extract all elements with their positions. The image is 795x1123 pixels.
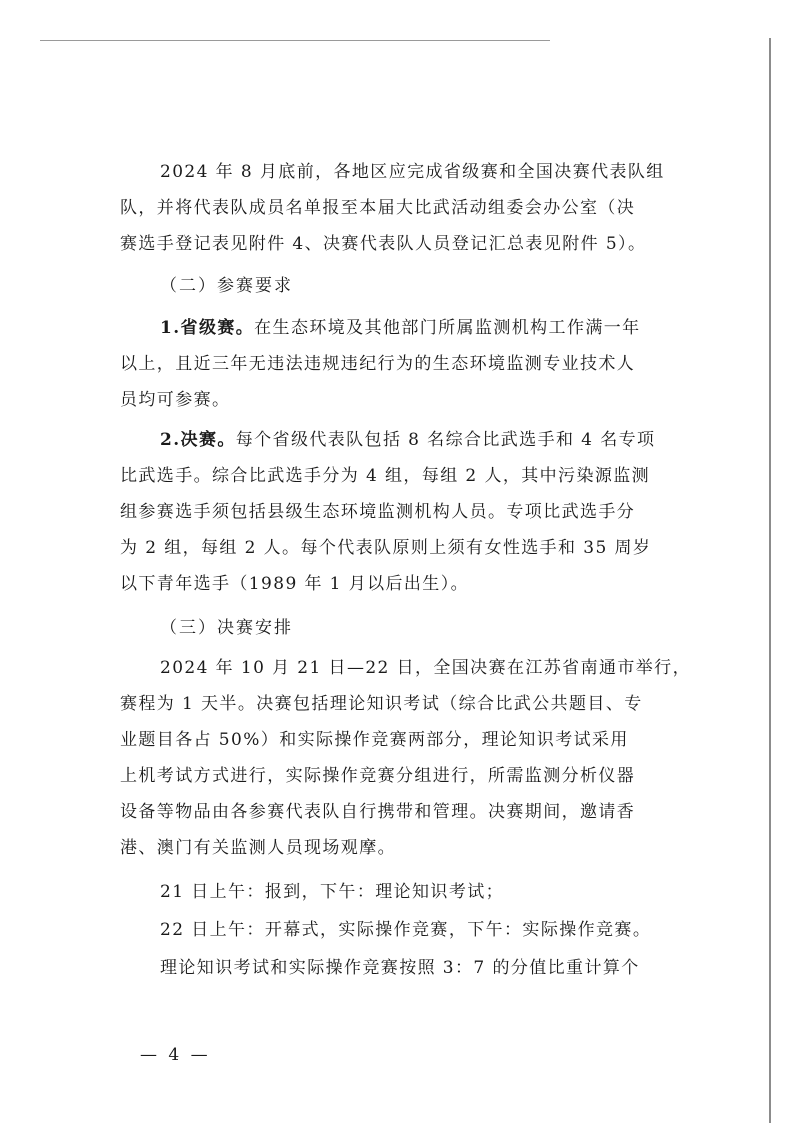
text-line: 以下青年选手（1989 年 1 月以后出生）。 bbox=[120, 574, 469, 594]
paragraph-scoring bbox=[120, 950, 680, 986]
heading-text: （二）参赛要求 bbox=[160, 276, 293, 296]
text-line: 队，并将代表队成员名单报至本届大比武活动组委会办公室（决 bbox=[120, 198, 636, 218]
text-line: 员均可参赛。 bbox=[120, 390, 231, 410]
text-line: 22 日上午：开幕式，实际操作竞赛，下午：实际操作竞赛。 bbox=[160, 920, 652, 940]
paragraph-schedule bbox=[120, 650, 691, 866]
page-number: — 4 — bbox=[140, 1045, 211, 1065]
text-line bbox=[120, 422, 680, 458]
text-line bbox=[120, 310, 680, 346]
paragraph-deadline bbox=[120, 154, 680, 262]
text-line: 为 2 组，每组 2 人。每个代表队原则上须有女性选手和 35 周岁 bbox=[120, 538, 652, 558]
text-line: 2024 年 10 月 21 日—22 日，全国决赛在江苏省南通市举行， bbox=[160, 658, 691, 678]
text-span: 每个省级代表队包括 8 名综合比武选手和 4 名专项 bbox=[235, 430, 656, 450]
paragraph-lead: 1.省级赛。 bbox=[160, 318, 255, 338]
text-line: 赛程为 1 天半。决赛包括理论知识考试（综合比武公共题目、专 bbox=[120, 694, 643, 714]
text-line: 21 日上午：报到，下午：理论知识考试； bbox=[160, 882, 505, 902]
text-line: 组参赛选手须包括县级生态环境监测机构人员。专项比武选手分 bbox=[120, 502, 636, 522]
text-line: 上机考试方式进行，实际操作竞赛分组进行，所需监测分析仪器 bbox=[120, 766, 636, 786]
paragraph-day22 bbox=[120, 912, 680, 948]
scan-right-edge bbox=[769, 38, 771, 1123]
text-line: 设备等物品由各参赛代表队自行携带和管理。决赛期间，邀请香 bbox=[120, 802, 636, 822]
paragraph-provincial bbox=[120, 310, 680, 418]
paragraph-day21 bbox=[120, 874, 680, 910]
text-line: 理论知识考试和实际操作竞赛按照 3：7 的分值比重计算个 bbox=[160, 958, 640, 978]
heading-text: （三）决赛安排 bbox=[160, 618, 293, 638]
text-line: 2024 年 8 月底前，各地区应完成省级赛和全国决赛代表队组 bbox=[160, 162, 665, 182]
paragraph-lead: 2.决赛。 bbox=[160, 430, 236, 450]
text-line: 比武选手。综合比武选手分为 4 组，每组 2 人，其中污染源监测 bbox=[120, 466, 651, 486]
text-line: 业题目各占 50%）和实际操作竞赛两部分，理论知识考试采用 bbox=[120, 730, 629, 750]
text-line: 港、澳门有关监测人员现场观摩。 bbox=[120, 838, 396, 858]
text-line: 赛选手登记表见附件 4、决赛代表队人员登记汇总表见附件 5）。 bbox=[120, 234, 647, 254]
section-heading-final-arrangement bbox=[120, 610, 680, 646]
paragraph-final bbox=[120, 422, 680, 602]
text-line: 以上，且近三年无违法违规违纪行为的生态环境监测专业技术人 bbox=[120, 354, 636, 374]
text-span: 在生态环境及其他部门所属监测机构工作满一年 bbox=[254, 318, 641, 338]
section-heading-requirements bbox=[120, 268, 680, 304]
scan-top-line bbox=[40, 40, 550, 41]
